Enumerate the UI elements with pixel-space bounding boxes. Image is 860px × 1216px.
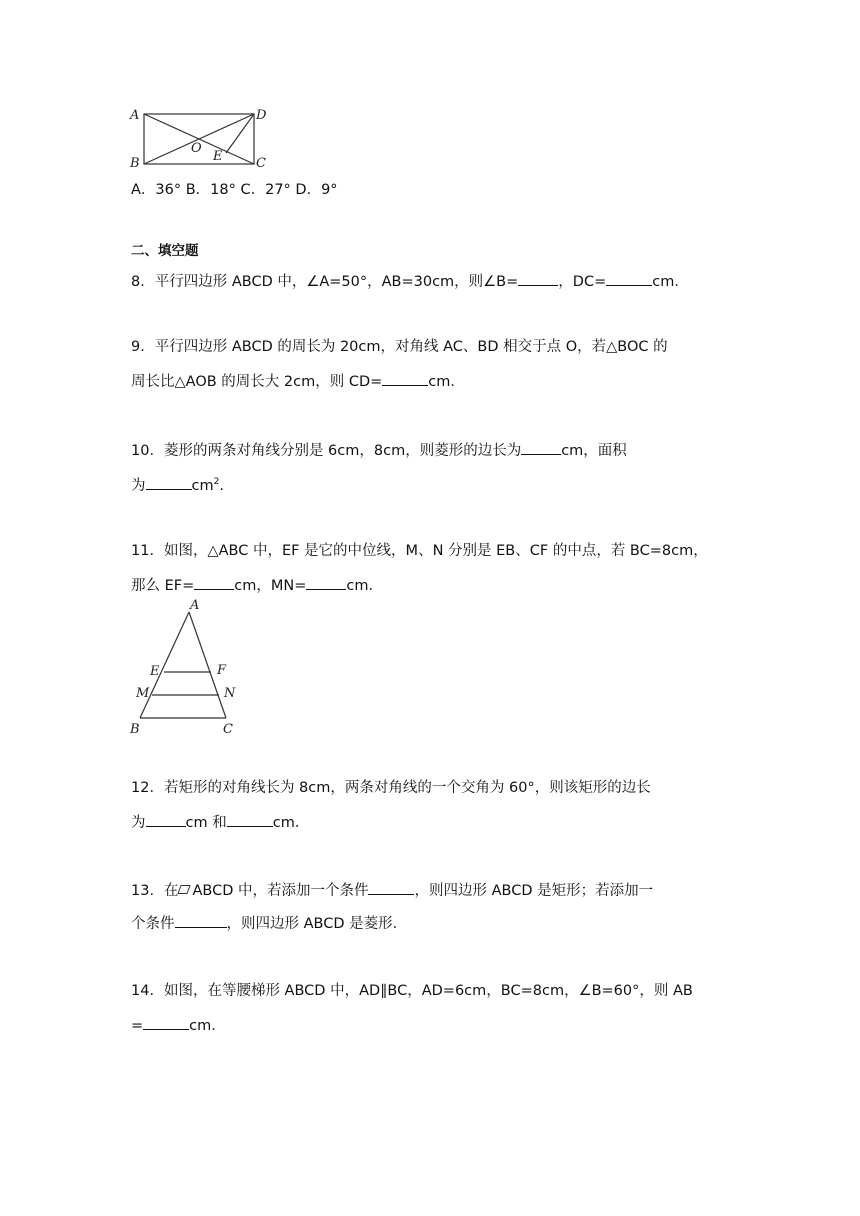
q8-text-b: ，DC= [558, 274, 607, 290]
answer-blank [368, 879, 414, 895]
answer-blank [194, 574, 234, 590]
label-o: O [191, 141, 202, 156]
label-c: C [256, 156, 266, 171]
question-11-line-1: 11．如图，△ABC 中，EF 是它的中位线，M、N 分别是 EB、CF 的中点，若 BC=8cm， [131, 543, 708, 559]
answer-blank [606, 270, 652, 286]
label-b: B [130, 156, 140, 171]
question-9-line-2 [131, 370, 465, 392]
q11-text-c: cm． [346, 578, 383, 594]
label-f: F [217, 663, 227, 678]
q7-options: A．36° B．18° C．27° D．9° [131, 182, 338, 198]
question-13-line-2 [131, 912, 407, 934]
q10-superscript: 2 [213, 477, 220, 487]
q12-text-c: cm． [272, 815, 310, 831]
question-10-line-2 [131, 472, 224, 496]
question-12-line-1: 12．若矩形的对角线长为 8cm，两条对角线的一个交角为 60°，则该矩形的边长 [131, 780, 651, 796]
rectangle-figure [126, 100, 274, 172]
q12-text-b: cm 和 [185, 815, 227, 831]
q8-text-a: 8．平行四边形 ABCD 中，∠A=50°，AB=30cm，则∠B= [131, 274, 519, 290]
q14-text-a: = [131, 1018, 144, 1034]
label-e: E [150, 664, 160, 679]
question-12-line-2 [131, 811, 309, 833]
label-m: M [136, 686, 150, 701]
label-a: A [190, 598, 200, 613]
q10-text-d: cm [191, 478, 214, 494]
q11-text-a: 那么 EF= [131, 578, 195, 594]
q13-text-a: 13．在 [131, 883, 179, 899]
q13-text-e: ，则四边形 ABCD 是菱形． [226, 916, 408, 932]
question-9-line-1: 9．平行四边形 ABCD 的周长为 20cm，对角线 AC、BD 相交于点 O，若△BOC 的 [131, 339, 668, 355]
q13-text-b: ABCD 中，若添加一个条件 [192, 883, 369, 899]
q14-text-b: cm． [189, 1018, 226, 1034]
label-e: E [213, 149, 223, 164]
label-a: A [130, 108, 140, 123]
question-14-line-2 [131, 1014, 226, 1036]
question-10-line-1 [131, 439, 627, 461]
question-8 [131, 270, 689, 292]
label-c: C [223, 722, 233, 737]
q10-text-b: cm，面积 [561, 443, 627, 459]
answer-blank [146, 474, 192, 490]
answer-blank [146, 811, 186, 827]
parallelogram-icon [178, 885, 191, 894]
label-n: N [224, 686, 236, 701]
q10-text-e: . [219, 478, 224, 494]
answer-blank [175, 912, 227, 928]
triangle-figure [126, 596, 256, 740]
label-d: D [256, 108, 267, 123]
answer-blank [143, 1014, 189, 1030]
q9-text-b: cm． [428, 374, 465, 390]
section-title: 二、填空题 [131, 243, 199, 259]
q8-text-c: cm． [652, 274, 689, 290]
q9-text-a: 周长比△AOB 的周长大 2cm，则 CD= [131, 374, 383, 390]
q12-text-a: 为 [131, 815, 146, 831]
question-13-line-1 [131, 879, 653, 901]
answer-blank [521, 439, 561, 455]
q13-text-d: 个条件 [131, 916, 175, 932]
label-b: B [130, 722, 140, 737]
answer-blank [306, 574, 346, 590]
answer-blank [382, 370, 428, 386]
question-11-line-2 [131, 574, 383, 596]
q10-text-c: 为 [131, 478, 146, 494]
q11-text-b: cm，MN= [234, 578, 307, 594]
q13-text-c: ，则四边形 ABCD 是矩形；若添加一 [414, 883, 654, 899]
answer-blank [518, 270, 558, 286]
answer-blank [227, 811, 273, 827]
question-14-line-1: 14．如图，在等腰梯形 ABCD 中，AD∥BC，AD=6cm，BC=8cm，∠B=60°，则 AB [131, 983, 693, 999]
q10-text-a: 10．菱形的两条对角线分别是 6cm，8cm，则菱形的边长为 [131, 443, 522, 459]
